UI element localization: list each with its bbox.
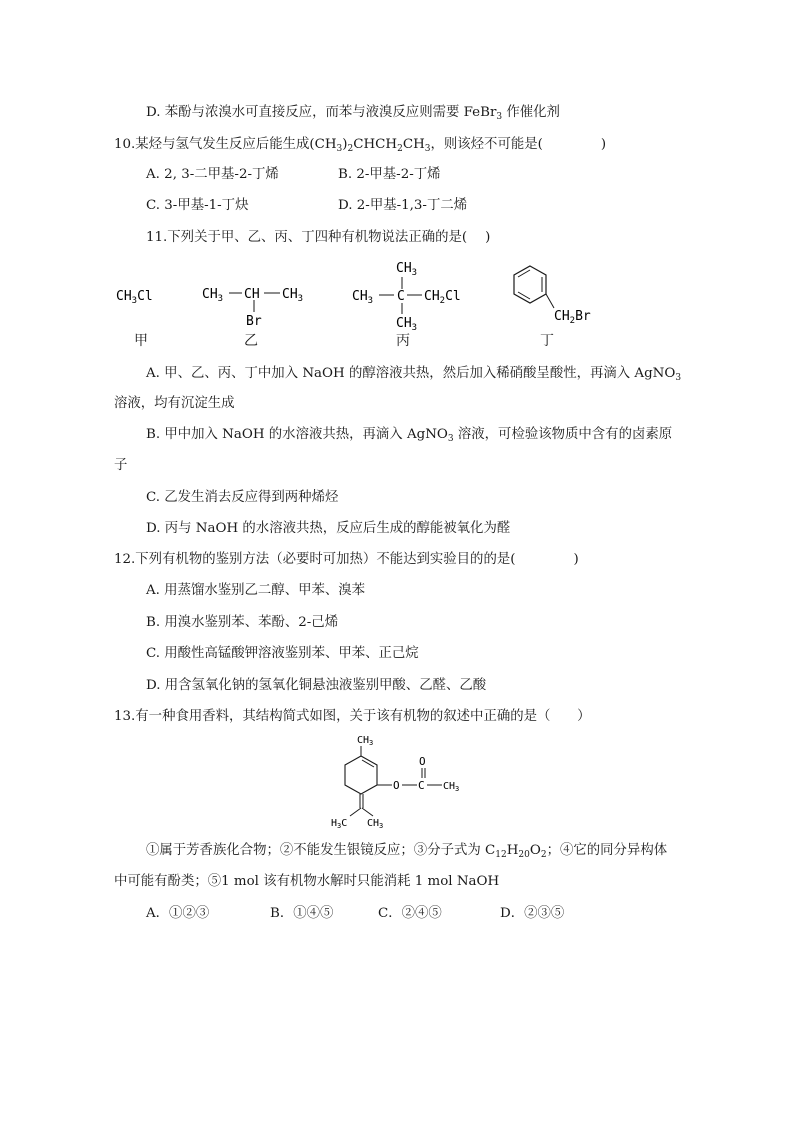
q11-option-a-line2: 溶液，均有沉淀生成 bbox=[114, 396, 235, 411]
svg-text:CH3: $CH_3$ bbox=[202, 287, 224, 304]
q11-option-b-line2: 子 bbox=[114, 458, 128, 473]
q12-option-b: B. 用溴水鉴别苯、苯酚、2-己烯 bbox=[146, 615, 339, 630]
q13-option-b: B．①④⑤ bbox=[270, 906, 334, 921]
q11-option-a-line1: A. 甲、乙、丙、丁中加入 NaOH 的醇溶液共热，然后加入稀硝酸呈酸性，再滴入 AgNO$_3$ bbox=[146, 366, 682, 383]
q13-option-c: C．②④⑤ bbox=[378, 906, 442, 921]
svg-text:CH3Cl: $CH_3Cl$ bbox=[116, 289, 153, 306]
caption-jia: 甲 bbox=[134, 333, 148, 349]
svg-text:Br: Br bbox=[246, 314, 262, 329]
molecule-ding-benzyl-bromide bbox=[508, 262, 608, 332]
q12-stem: 12.下列有机物的鉴别方法（必要时可加热）不能达到实验目的的是( ) bbox=[114, 552, 579, 567]
q10-option-c: C. 3-甲基-1-丁炔 bbox=[146, 198, 249, 213]
svg-text:H3C: $H_3C$ bbox=[331, 818, 348, 830]
q12-option-c: C. 用酸性高锰酸钾溶液鉴别苯、甲苯、正己烷 bbox=[146, 646, 419, 661]
q10-option-d: D. 2-甲基-1,3-丁二烯 bbox=[338, 198, 468, 213]
molecule-yi-2-bromopropane bbox=[198, 280, 328, 330]
q12-option-a: A. 用蒸馏水鉴别乙二醇、甲苯、溴苯 bbox=[146, 583, 366, 598]
svg-text:CH3: $CH_3$ bbox=[352, 289, 374, 306]
svg-text:O: O bbox=[419, 755, 426, 768]
svg-text:C: C bbox=[418, 779, 425, 792]
q9-option-d-text: D. 苯酚与浓溴水可直接反应，而苯与液溴反应则需要 FeBr bbox=[146, 105, 497, 120]
q10-option-b: B. 2-甲基-2-丁烯 bbox=[338, 167, 441, 182]
svg-text:CH3: $CH_3$ bbox=[396, 261, 418, 278]
q11-option-d: D. 丙与 NaOH 的水溶液共热，反应后生成的醇能被氧化为醛 bbox=[146, 521, 511, 536]
q12-option-d: D. 用含氢氧化钠的氢氧化铜悬浊液鉴别甲酸、乙醛、乙酸 bbox=[146, 678, 487, 693]
q13-option-d: D．②③⑤ bbox=[500, 906, 565, 921]
svg-text:CH3: $CH_3$ bbox=[282, 287, 304, 304]
svg-text:C: C bbox=[397, 289, 405, 304]
caption-bing: 丙 bbox=[396, 333, 410, 349]
svg-text:CH: CH bbox=[244, 287, 260, 302]
svg-text:CH3: $CH_3$ bbox=[396, 316, 418, 332]
caption-ding: 丁 bbox=[540, 333, 554, 349]
q9-option-d: D. 苯酚与浓溴水可直接反应，而苯与液溴反应则需要 FeBr$_3$ 作催化剂 bbox=[146, 105, 560, 122]
svg-text:CH2Cl: $CH_2Cl$ bbox=[424, 289, 461, 306]
q13-statements-line1: ①属于芳香族化合物；②不能发生银镜反应；③分子式为 $C_{12}H_{20}O_2$；④它的同分异构体 bbox=[146, 843, 668, 860]
q10-option-a: A. 2, 3-二甲基-2-丁烯 bbox=[146, 167, 279, 182]
q13-option-a: A．①②③ bbox=[146, 906, 210, 921]
svg-text:CH3: $CH_3$ bbox=[357, 735, 374, 747]
molecule-bing-neopentyl-chloride bbox=[350, 256, 480, 332]
svg-text:CH3: $CH_3$ bbox=[367, 818, 384, 830]
q13-statements-line2: 中可能有酚类；⑤1 mol 该有机物水解时只能消耗 1 mol NaOH bbox=[114, 874, 500, 889]
molecule-q13-ester-structure bbox=[326, 728, 476, 834]
q11-stem: 11.下列关于甲、乙、丙、丁四种有机物说法正确的是( ) bbox=[146, 230, 491, 245]
q13-stem: 13.有一种食用香料，其结构简式如图，关于该有机物的叙述中正确的是（ ） bbox=[114, 709, 591, 724]
q10-stem: 10.某烃与氢气发生反应后能生成$(CH_3)_2CHCH_2CH_3$，则该烃不可能是( ) bbox=[114, 137, 607, 154]
q11-option-c: C. 乙发生消去反应得到两种烯烃 bbox=[146, 490, 339, 505]
molecule-jia-ch3cl bbox=[112, 282, 172, 312]
caption-yi: 乙 bbox=[244, 333, 258, 349]
svg-text:CH3: $CH_3$ bbox=[443, 781, 460, 793]
q11-option-b-line1: B. 甲中加入 NaOH 的水溶液共热，再滴入 AgNO$_3$ 溶液，可检验该物质中含有的卤素原 bbox=[146, 427, 673, 444]
svg-text:O: O bbox=[393, 779, 400, 792]
svg-text:CH2Br: $CH_2Br$ bbox=[554, 309, 591, 326]
